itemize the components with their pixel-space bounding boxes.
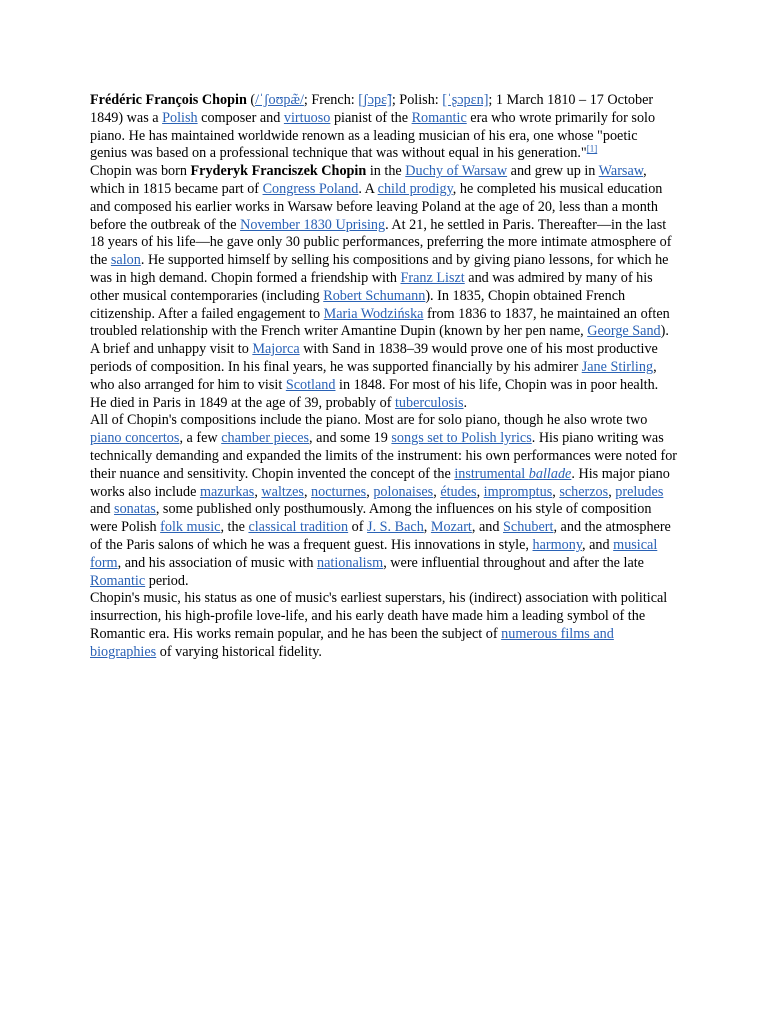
paragraph-compositions: All of Chopin's compositions include the piano. Most are for solo piano, though he also wrote two piano concertos, a few chamber pieces, and some 19 songs set to Polish lyrics. His piano writing was technically demanding and expanded the limits of the instrument: his own performances were noted for their nuance and sensitivity. Chopin invented the concept of the instrumental ballade. His major piano works also include mazurkas, waltzes, nocturnes, polonaises, études, impromptus, scherzos, preludes and sonatas, some published only posthumously. Among the influences on his style of composition were Polish folk music, the classical tradition of J. S. Bach, Mozart, and Schubert, and the atmosphere of the Paris salons of which he was a frequent guest. His innovations in style, harmony, and musical form, and his association of music with nationalism, were influential throughout and after the late Romantic period. (90, 412, 678, 589)
link-nationalism[interactable]: nationalism (316, 554, 384, 571)
link-warsaw[interactable]: Warsaw (598, 163, 644, 180)
link-harmony[interactable]: harmony (532, 536, 583, 553)
link-classical-tradition[interactable]: classical tradition (248, 519, 349, 536)
link-romantic[interactable]: Romantic (411, 109, 467, 126)
link-romantic-period[interactable]: Romantic (90, 572, 146, 589)
link-folk-music[interactable]: folk music (160, 519, 221, 536)
link-robert-schumann[interactable]: Robert Schumann (323, 287, 426, 304)
reference-link[interactable]: [1] (586, 143, 598, 154)
paragraph-legacy: Chopin's music, his status as one of music's earliest superstars, his (indirect) association with political insurrection, his high-profile love-life, and his early death have made him a leading symbol of the Romantic era. His works remain popular, and he has been the subject of numerous films and biographies of varying historical fidelity. (90, 590, 668, 660)
paragraph-intro: Frédéric François Chopin (/ˈʃoʊpæ̃/; French: [ʃɔpɛ̃]; Polish: [ˈʂɔpɛn]; 1 March 1810 – 17 October 1849) was a Polish composer and virtuoso pianist of the Romantic era who wrote primarily for solo piano. He has maintained worldwide renown as a leading musician of his era, one whose "poetic genius was based on a professional technique that was without equal in his generation."[1] (90, 92, 656, 162)
link-scotland[interactable]: Scotland (285, 376, 336, 393)
link-films-and-biographies[interactable]: numerous films and biographies (90, 625, 614, 660)
link-november-uprising[interactable]: November 1830 Uprising (240, 216, 386, 233)
link-mozart[interactable]: Mozart (430, 519, 472, 536)
link-waltzes[interactable]: waltzes (261, 483, 304, 500)
link-js-bach[interactable]: J. S. Bach (367, 519, 424, 536)
link-tuberculosis[interactable]: tuberculosis (394, 394, 464, 411)
link-impromptus[interactable]: impromptus (483, 483, 553, 500)
subject-name: Frédéric François Chopin (90, 92, 247, 108)
link-sonatas[interactable]: sonatas (114, 501, 156, 518)
link-jane-stirling[interactable]: Jane Stirling (581, 358, 654, 375)
link-polish-songs[interactable]: songs set to Polish lyrics (391, 430, 532, 447)
link-scherzos[interactable]: scherzos (559, 483, 609, 500)
paragraph-biography: Chopin was born Fryderyk Franciszek Chopin in the Duchy of Warsaw and grew up in Warsaw, which in 1815 became part of Congress Poland. A child prodigy, he completed his musical education and composed his earlier works in Warsaw before leaving Poland at the age of 20, less than a month before the outbreak of the November 1830 Uprising. At 21, he settled in Paris. Thereafter—in the last 18 years of his life—he gave only 30 public performances, preferring the more intimate atmosphere of the salon. He supported himself by selling his compositions and by giving piano lessons, for which he was in high demand. Chopin formed a friendship with Franz Liszt and was admired by many of his other musical contemporaries (including Robert Schumann). In 1835, Chopin obtained French citizenship. After a failed engagement to Maria Wodzińska from 1836 to 1837, he maintained an often troubled relationship with the French writer Amantine Dupin (known by her pen name, George Sand). A brief and unhappy visit to Majorca with Sand in 1838–39 would prove one of his most productive periods of composition. In his final years, he was supported financially by his admirer Jane Stirling, who also arranged for him to visit Scotland in 1848. For most of his life, Chopin was in poor health. He died in Paris in 1849 at the age of 39, probably of tuberculosis. (90, 163, 672, 411)
link-maria-wodzinska[interactable]: Maria Wodzińska (323, 305, 424, 322)
link-polish[interactable]: Polish (162, 109, 198, 126)
link-musical-form[interactable]: musical form (90, 536, 658, 571)
link-ipa-french[interactable]: [ʃɔpɛ̃] (358, 92, 392, 108)
link-nocturnes[interactable]: nocturnes (311, 483, 367, 500)
link-etudes[interactable]: études (440, 483, 477, 500)
link-chamber-pieces[interactable]: chamber pieces (221, 430, 310, 447)
link-preludes[interactable]: preludes (615, 483, 664, 500)
link-polonaises[interactable]: polonaises (373, 483, 434, 500)
link-george-sand[interactable]: George Sand (587, 323, 661, 340)
link-instrumental-ballade[interactable]: instrumental ballade (454, 465, 572, 482)
article-body (90, 92, 678, 662)
birth-name: Fryderyk Franciszek Chopin (190, 163, 367, 180)
link-franz-liszt[interactable]: Franz Liszt (400, 269, 465, 286)
link-ipa-polish[interactable]: [ˈʂɔpɛn] (442, 92, 489, 108)
link-duchy-of-warsaw[interactable]: Duchy of Warsaw (405, 163, 508, 180)
link-child-prodigy[interactable]: child prodigy (377, 180, 453, 197)
link-salon[interactable]: salon (110, 252, 141, 269)
link-virtuoso[interactable]: virtuoso (283, 109, 331, 126)
link-ipa-english[interactable]: /ˈʃoʊpæ̃/ (255, 92, 304, 108)
link-mazurkas[interactable]: mazurkas (199, 483, 255, 500)
link-piano-concertos[interactable]: piano concertos (90, 430, 180, 447)
link-congress-poland[interactable]: Congress Poland (262, 180, 359, 197)
link-schubert[interactable]: Schubert (503, 519, 554, 536)
link-majorca[interactable]: Majorca (252, 341, 300, 358)
